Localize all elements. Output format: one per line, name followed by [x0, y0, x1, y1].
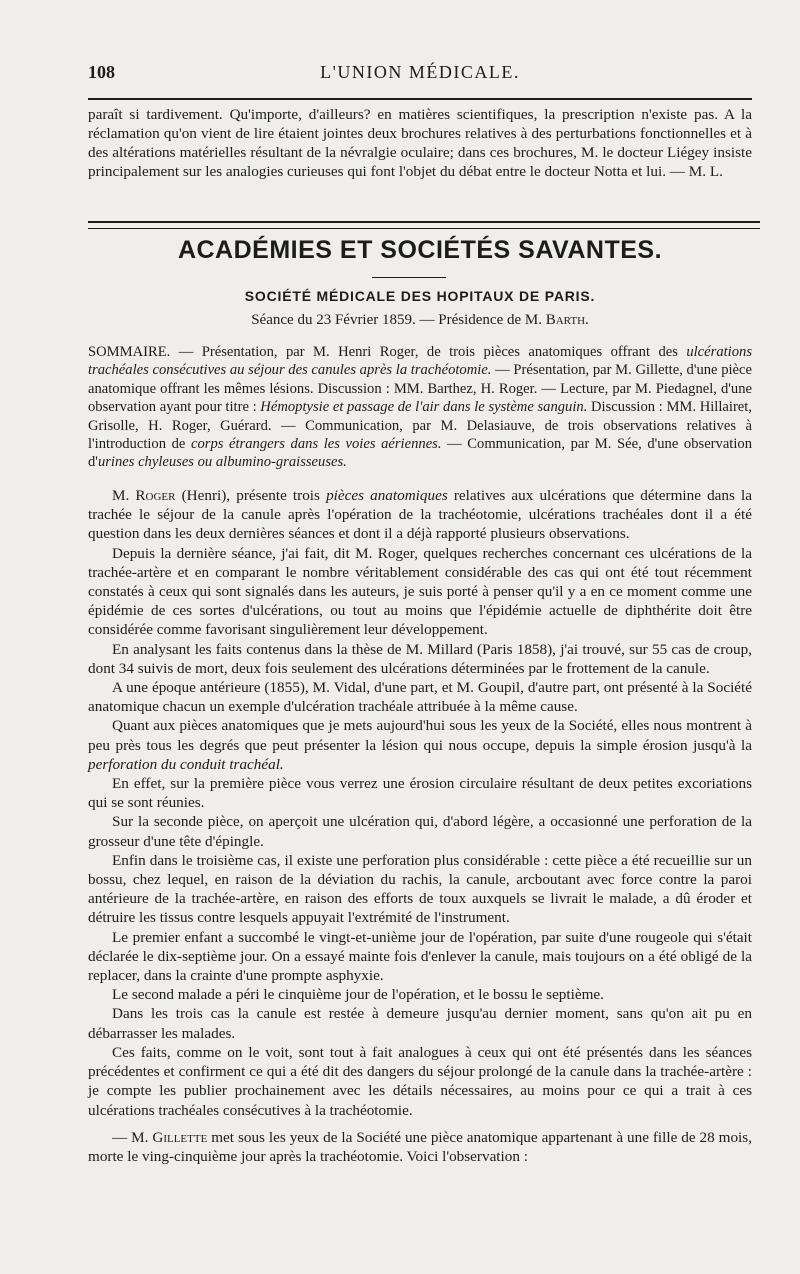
paragraph: Quant aux pièces anatomiques que je mets aujourd'hui sous les yeux de la Société, elles nous montrent à peu près tous les degrés que peut présenter la lésion qui nous occupe, depuis la simple érosion jusqu'à la perforation du conduit trachéal.: [88, 717, 752, 773]
header-rule: [88, 98, 752, 100]
paragraph: En effet, sur la première pièce vous verrez une érosion circulaire résultant de deux petites excoriations qui se sont réunies.: [88, 775, 752, 812]
session-line: Séance du 23 Février 1859. — Présidence de M. Barth.: [251, 312, 589, 328]
title-underline: [372, 277, 446, 278]
running-title: L'UNION MÉDICALE.: [320, 62, 520, 82]
paragraph: Depuis la dernière séance, j'ai fait, dit M. Roger, quelques recherches concernant ces ulcérations de la trachée-artère et en comparant le nombre véritablement considérable des cas qui ont été tout récemment constatés à ceux qui sont signalés dans les auteurs, je suis porté à penser qu'il y a en ce moment comme une épidémie de ces sortes d'ulcérations, ou tout au moins que l'épidémie actuelle de diphthérite doit être considérée comme favorisant singulièrement leur développement.: [88, 544, 752, 639]
sommaire: SOMMAIRE. — Présentation, par M. Henri Roger, de trois pièces anatomiques offrant des ulcérations trachéales consécutives au séjour des canules après la trachéotomie. — Présentation, par M. Gillette, d'une pièce anatomique offrant les mêmes lésions. Discussion : MM. Barthez, H. Roger. — Lecture, par M. Piedagnel, d'une observation ayant pour titre : Hémoptysie et passage de l'air dans le système sanguin. Discussion : MM. Hillairet, Grisolle, H. Roger, Guérard. — Communication, par M. Delasiauve, de trois observations relatives à l'introduction de corps étrangers dans les voies aériennes. — Communication, par M. Sée, d'une observation d'urines chyleuses ou albumino-graisseuses.: [88, 344, 753, 471]
paragraph: M. Roger (Henri), présente trois pièces anatomiques relatives aux ulcérations que détermine dans la trachée le séjour de la canule après l'opération de la trachéotomie, ulcérations trachéales dont il a été question dans les deux dernières séances et dont il a déjà rapporté plusieurs observations.: [88, 487, 753, 543]
page-number: 108: [88, 62, 115, 82]
sommaire-label: SOMMAIRE.: [88, 344, 171, 360]
paragraph: Enfin dans le troisième cas, il existe une perforation plus considérable : cette pièce a été recueillie sur un bossu, chez lequel, en raison de la déviation du rachis, la canule, arcboutant avec force contre la paroi antérieure de la trachée-artère, en raison des efforts de toux auxquels se livrait le malade, a dû éroder et détruire les tissus contre lesquels appuyait l'extrémité de l'instrument.: [88, 851, 752, 927]
paragraph: Le premier enfant a succombé le vingt-et-unième jour de l'opération, par suite d'une rougeole qui s'était déclarée le dix-septième jour. On a essayé mainte fois d'enlever la canule, mais toujours on a été obligé de la replacer, dans la crainte d'une prompte asphyxie.: [88, 928, 752, 985]
paragraph: Dans les trois cas la canule est restée à demeure jusqu'au dernier moment, sans qu'on ait pu en débarrasser les malades.: [88, 1005, 752, 1042]
article-body: [88, 486, 752, 1166]
section-divider: [88, 221, 760, 229]
page-header: [88, 62, 752, 92]
paragraph: — M. Gillette met sous les yeux de la Société une pièce anatomique appartenant à une fille de 28 mois, morte le ving-cinquième jour après la trachéotomie. Voici l'observation :: [88, 1128, 752, 1165]
society-heading: SOCIÉTÉ MÉDICALE DES HOPITAUX DE PARIS.: [244, 288, 596, 304]
paragraph: Sur la seconde pièce, on aperçoit une ulcération qui, d'abord légère, a occasionné une perforation de la grosseur d'une tête d'épingle.: [88, 813, 752, 850]
paragraph: En analysant les faits contenus dans la thèse de M. Millard (Paris 1858), j'ai trouvé, sur 55 cas de croup, dont 34 suivis de mort, deux fois seulement des ulcérations déterminées par le frottement de la canule.: [88, 640, 752, 677]
paragraph: Le second malade a péri le cinquième jour de l'opération, et le bossu le septième.: [112, 986, 604, 1004]
paragraph: Ces faits, comme on le voit, sont tout à fait analogues à ceux qui ont été présentés dans les séances précédentes et confirment ce qui a été dit des dangers du séjour prolongé de la canule dans la trachée-artère : je compte les publier prochainement avec les détails nécessaires, au moins pour ce qui a trait à ces ulcérations trachéales consécutives à la trachéotomie.: [88, 1043, 752, 1119]
section-title: ACADÉMIES ET SOCIÉTÉS SAVANTES.: [177, 236, 663, 264]
intro-paragraph: paraît si tardivement. Qu'importe, d'ailleurs? en matières scientifiques, la prescription n'existe pas. A la réclamation qu'on vient de lire étaient jointes deux brochures relatives à des perturbations fonctionnelles et à des altérations matérielles résultant de la névralgie oculaire; dans ces brochures, M. le docteur Liégey insiste principalement sur les analogies curieuses qui font l'objet du débat entre le docteur Notta et lui. — M. L.: [88, 106, 752, 180]
paragraph: A une époque antérieure (1855), M. Vidal, d'une part, et M. Goupil, d'autre part, ont présenté à la Société anatomique chacun un exemple d'ulcération trachéale attribuée à la même cause.: [88, 679, 752, 716]
